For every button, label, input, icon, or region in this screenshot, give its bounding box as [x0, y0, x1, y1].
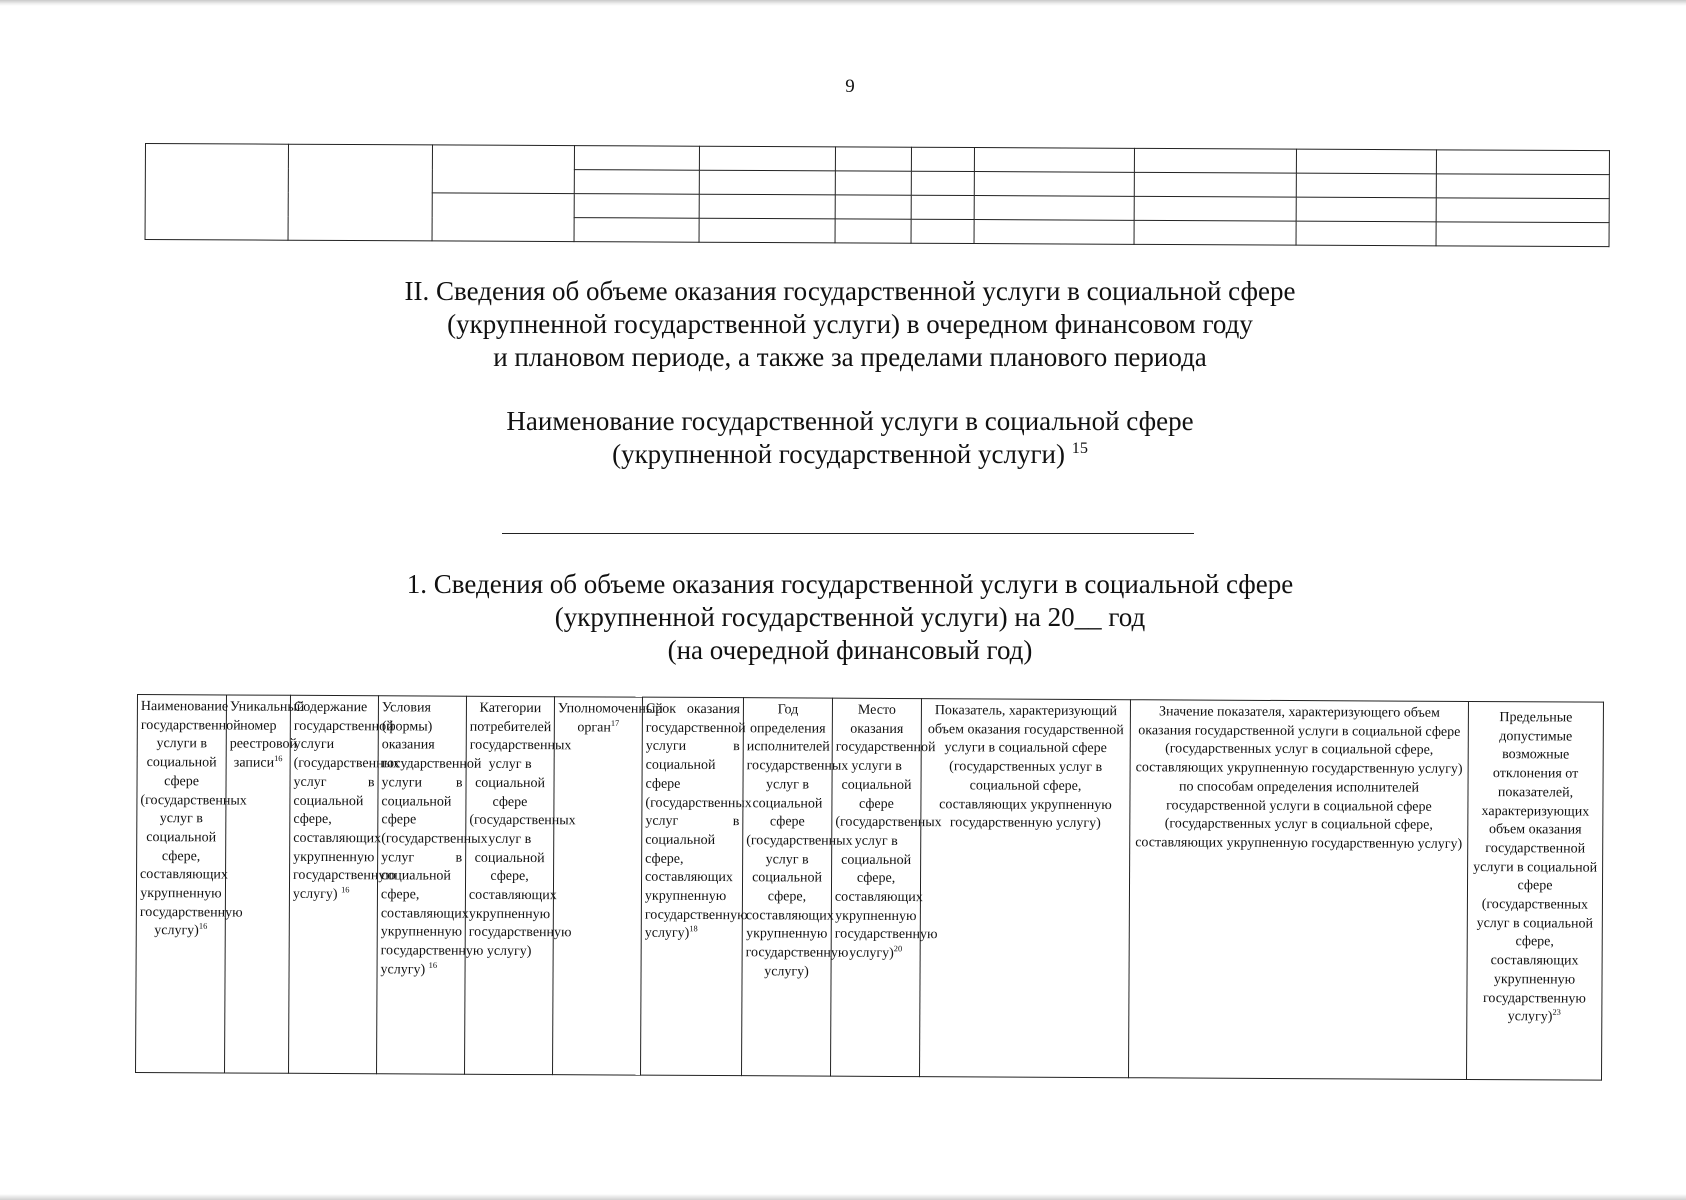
footnote-ref: 16 — [428, 960, 438, 970]
continued-cell — [974, 148, 1134, 173]
continued-cell — [911, 171, 974, 195]
header-cell-service-name — [136, 695, 247, 1073]
continued-cell — [574, 170, 699, 195]
header-text: Показатель, характеризующий объем оказания государственной услуги в социальной сфере (государственных услуг в социальной сфере, составляющих укрупненную государственную услугу) — [927, 703, 1124, 832]
header-cell-indicator — [920, 699, 1131, 1078]
continued-cell — [1436, 150, 1609, 175]
continued-cell — [699, 218, 835, 243]
header-text: Срок оказания государственной услуги в социальной сфере (государственных услуг в социальной сфере, составляющих укрупненную государственную услугу) — [644, 701, 752, 942]
page-number: 9 — [845, 76, 855, 97]
header-text: Условия (формы) оказания государственной услуги в социальной сфере (государственных услуг в социальной сфере, составляющих укрупненную государственную услугу) — [380, 700, 488, 978]
header-cell-conditions — [377, 696, 488, 1074]
header-text: Год определения исполнителей государственных услуг в социальной сфере (государственных услуг в социальной сфере, составляющих укрупненную государственную услугу) — [745, 702, 853, 980]
header-cell-term — [641, 697, 752, 1076]
continued-cell — [835, 219, 911, 243]
continued-cell — [699, 170, 835, 195]
footnote-ref: 16 — [198, 922, 208, 932]
service-name-title-line: (укрупненной государственной услуги) — [612, 439, 1065, 469]
continued-cell — [835, 195, 911, 219]
header-text: Предельные допустимые возможные отклонения от показателей, характеризующих объем оказания государственной услуги в социальной сфере (государственных услуг в социальной сфере, составляющих укрупненную государственную услугу) — [1473, 710, 1598, 1025]
header-cell-year-of-selection — [742, 698, 853, 1076]
continued-cell — [1296, 221, 1436, 246]
section-title-line: II. Сведения об объеме оказания государственной услуги в социальной сфере — [404, 276, 1296, 306]
continued-cell — [835, 147, 911, 171]
scan-edge-bottom — [0, 1194, 1686, 1200]
continued-cell — [1134, 148, 1296, 173]
continued-cell — [1296, 149, 1436, 174]
continued-cell — [911, 147, 974, 171]
continued-cell — [432, 145, 574, 194]
continued-cell — [574, 146, 699, 171]
header-text: Значение показателя, характеризующего объем оказания государственной услуги в социальной сфере (государственных услуг в социальной сфере, составляющих укрупненную государственную услугу) по способам определения исполнителей государственной услуги в социальной сфере (государственных услуг в социальной сфере, составляющих укрупненную государственную услугу) — [1135, 704, 1463, 852]
section-title — [330, 275, 1370, 374]
continued-cell — [1296, 173, 1436, 198]
header-cell-content — [289, 695, 401, 1073]
continued-cell — [1436, 174, 1609, 199]
continued-cell — [574, 194, 699, 219]
subsection-title-line: 1. Сведения об объеме оказания государственной услуги в социальной сфере — [406, 569, 1294, 599]
header-text: Место оказания государственной услуги в социальной сфере (государственных услуг в социальной сфере, составляющих укрупненную государственную услугу) — [834, 702, 942, 962]
footnote-ref: 18 — [689, 924, 698, 934]
header-text: Уполномоченный орган — [557, 701, 663, 736]
subsection-title-line: (на очередной финансовый год) — [667, 635, 1033, 665]
section-title-line: и плановом периоде, а также за пределами планового периода — [493, 342, 1207, 372]
footnote-ref: 15 — [1071, 439, 1088, 457]
header-text: Уникальный номер реестровой записи — [229, 699, 305, 771]
continued-cell — [1134, 220, 1296, 245]
volume-table — [135, 694, 1604, 1081]
continued-table — [145, 143, 1610, 247]
subsection-title-line: (укрупненной государственной услуги) на 20__ год — [554, 602, 1146, 632]
footnote-ref: 20 — [893, 944, 903, 954]
service-name-title — [430, 405, 1270, 471]
header-cell-deviations — [1466, 701, 1603, 1080]
continued-cell — [1436, 222, 1609, 247]
header-text: Содержание государственной услуги (государственных услуг в социальной сфере, составляющих укрупненную государственную услугу) — [292, 699, 401, 903]
scan-edge-top — [0, 0, 1686, 6]
continued-cell — [974, 172, 1134, 197]
continued-cell — [699, 194, 835, 219]
continued-cell — [432, 193, 574, 242]
continued-cell — [974, 220, 1134, 245]
continued-cell — [1436, 198, 1609, 223]
continued-cell — [911, 195, 974, 219]
header-text: Наименование государственной услуги в социальной сфере (государственных услуг в социальной сфере, составляющих укрупненную государственную услугу) — [139, 699, 247, 939]
continued-cell — [974, 196, 1134, 221]
header-cell-indicator-value — [1129, 700, 1469, 1080]
header-cell-registry-number — [225, 695, 305, 1073]
section-title-line: (укрупненной государственной услуги) в очередном финансовом году — [447, 309, 1253, 339]
footnote-ref: 23 — [1552, 1008, 1561, 1018]
footnote-ref: 16 — [341, 885, 350, 895]
continued-cell — [911, 219, 974, 243]
continued-cell — [1134, 172, 1296, 197]
header-cell-place — [831, 698, 942, 1076]
continued-cell — [699, 146, 835, 171]
continued-cell — [1296, 197, 1436, 222]
header-text: Категории потребителей государственных услуг в социальной сфере (государственных услуг в социальной сфере, составляющих укрупненную государственную услугу) — [468, 700, 576, 960]
continued-cell — [288, 144, 432, 241]
continued-cell — [145, 144, 288, 241]
service-name-fill-line — [502, 533, 1194, 534]
footnote-ref: 17 — [610, 718, 620, 728]
footnote-ref: 16 — [274, 754, 283, 764]
continued-cell — [574, 218, 699, 243]
continued-cell — [1134, 196, 1296, 221]
header-cell-consumer-categories — [465, 696, 576, 1074]
continued-cell — [835, 171, 911, 195]
service-name-title-line: Наименование государственной услуги в социальной сфере — [506, 406, 1194, 436]
subsection-title — [330, 568, 1370, 667]
